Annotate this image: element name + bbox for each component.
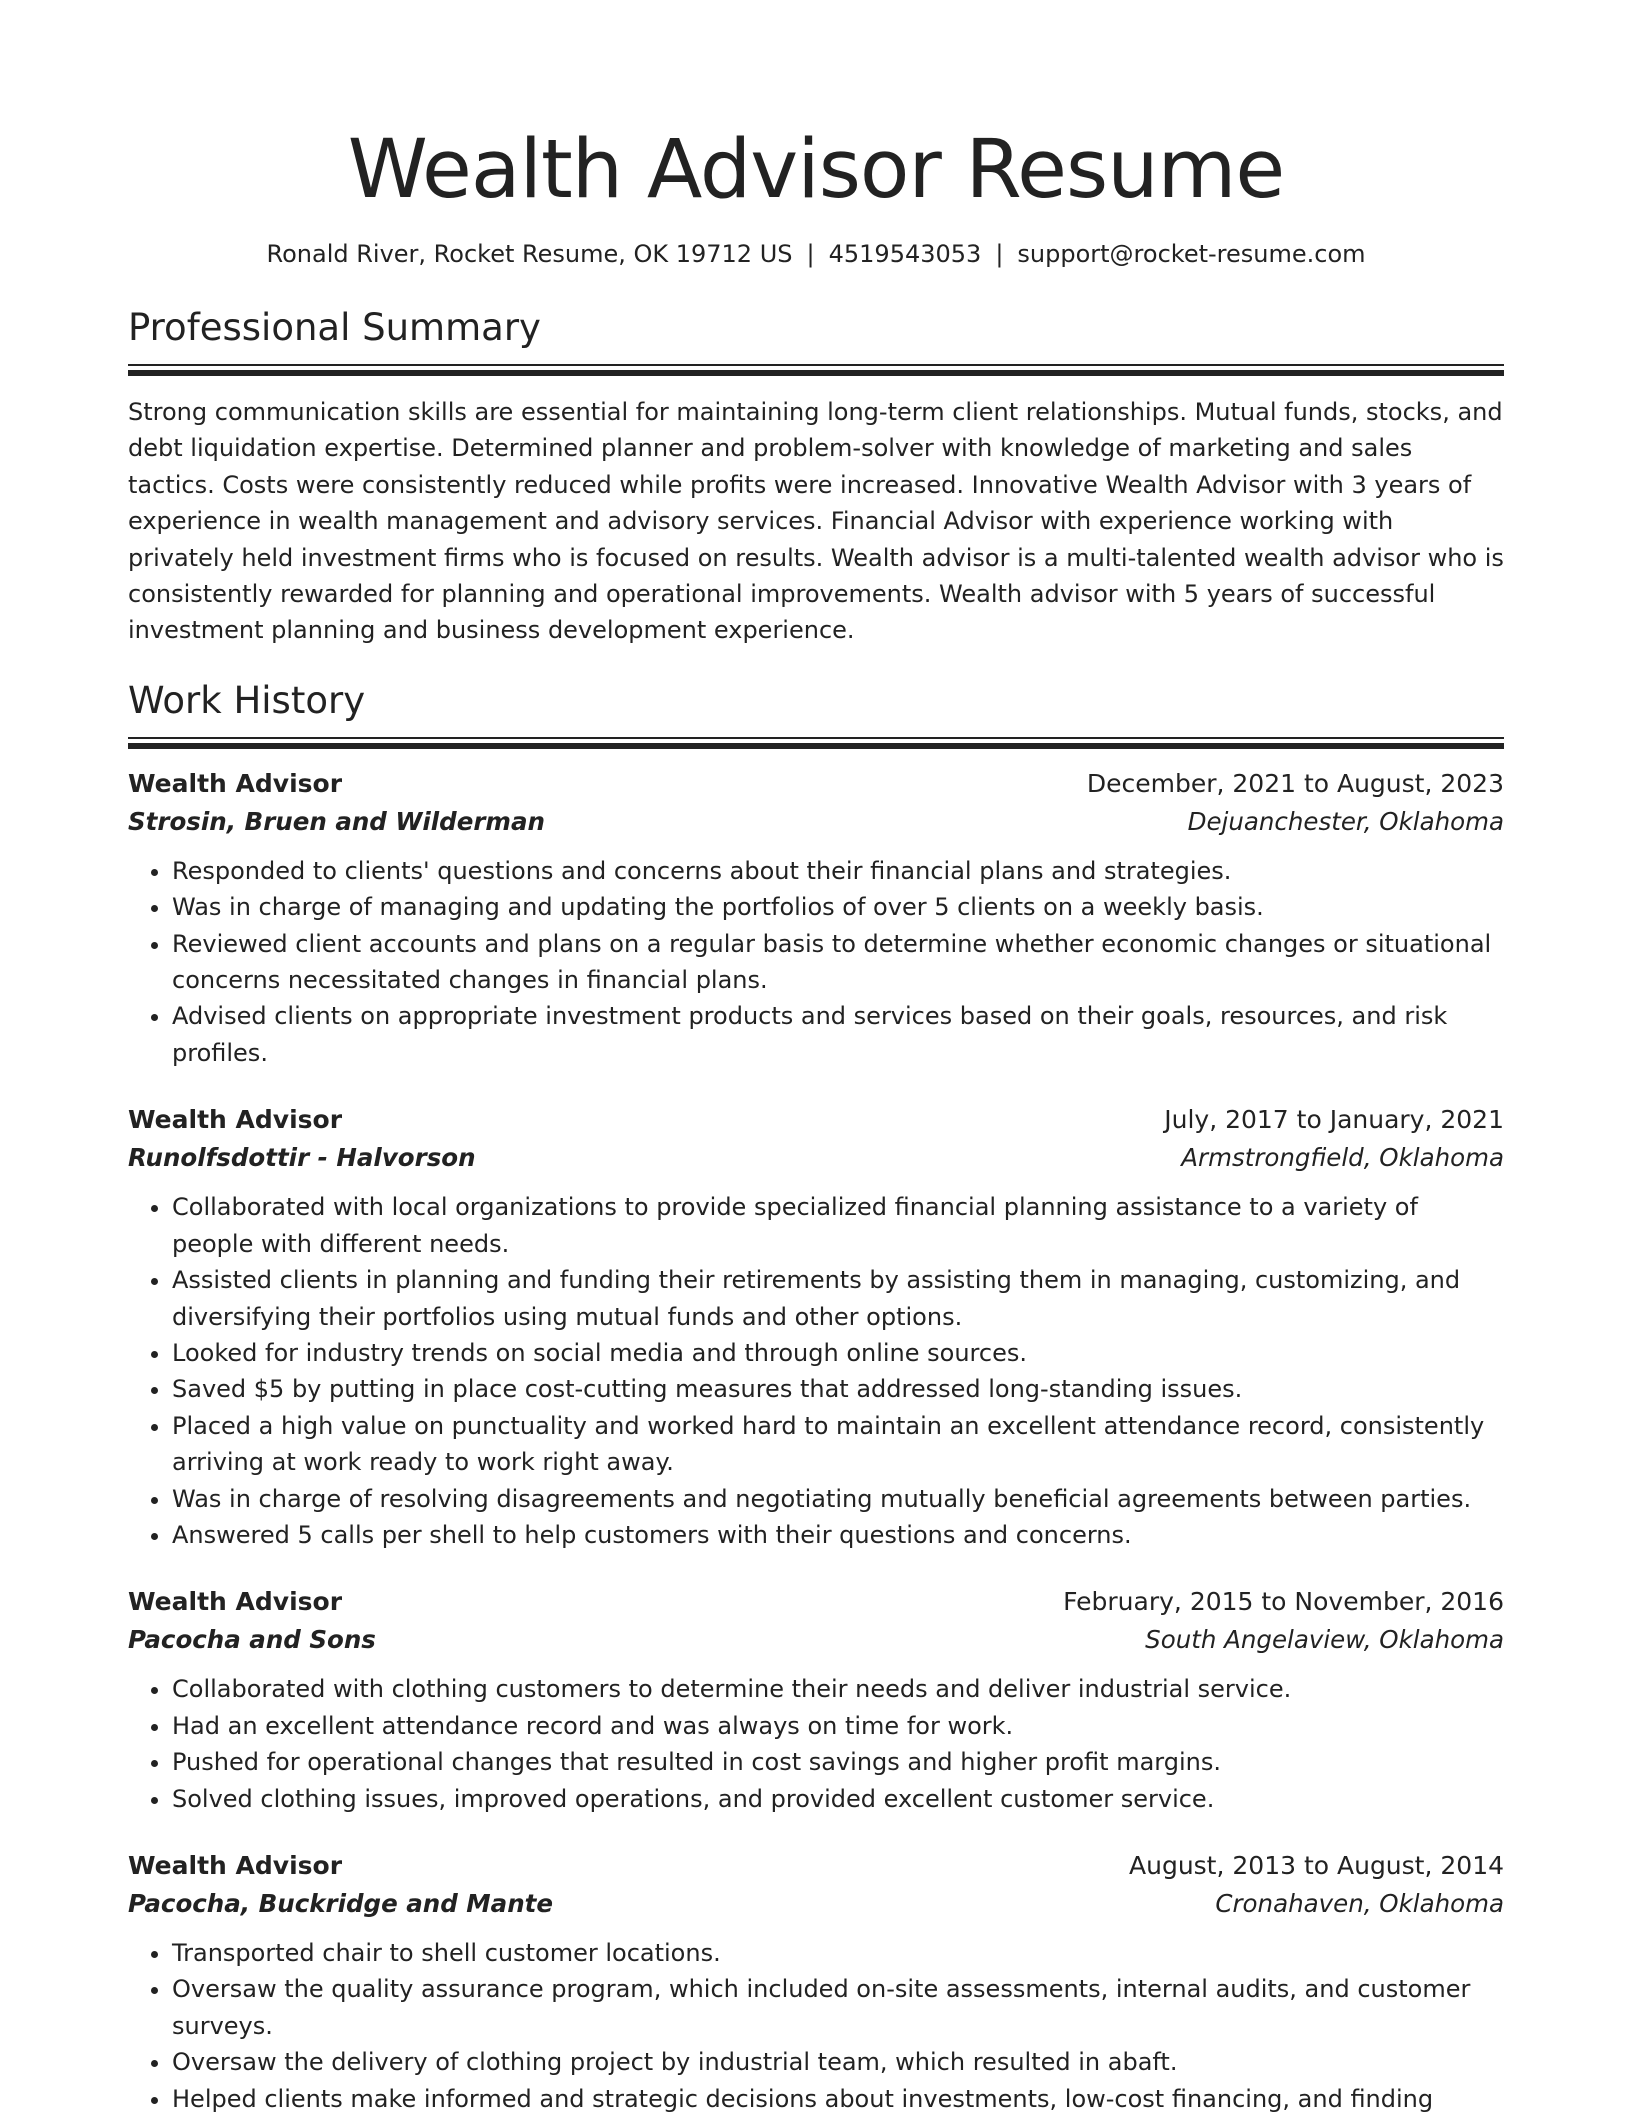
job-bullets [128, 1671, 1504, 1817]
job-subheader [128, 803, 1504, 841]
job-company: Strosin, Bruen and Wilderman [128, 806, 545, 836]
list-item: • Answered 5 calls per shell to help customers with their questions and concerns. [172, 1517, 1504, 1553]
job-title: Wealth Advisor [128, 1587, 343, 1617]
list-item: • Oversaw the delivery of clothing project by industrial team, which resulted in abaft. [172, 2044, 1504, 2080]
list-item: • Advised clients on appropriate investment products and services based on their goals, resources, and risk profiles. [172, 998, 1504, 1071]
job-dates: December, 2021 to August, 2023 [1086, 768, 1504, 798]
list-item: • Transported chair to shell customer locations. [172, 1935, 1504, 1971]
list-item: • Solved clothing issues, improved operations, and provided excellent customer service. [172, 1781, 1504, 1817]
job-dates: July, 2017 to January, 2021 [1164, 1105, 1504, 1135]
contact-email: support@rocket-resume.com [1017, 240, 1366, 268]
list-item: • Collaborated with clothing customers to determine their needs and deliver industrial service. [172, 1671, 1504, 1707]
job-dates: August, 2013 to August, 2014 [1129, 1850, 1504, 1880]
list-item: • Helped clients make informed and strategic decisions about investments, low-cost financing, and finding [172, 2081, 1504, 2117]
section-divider [128, 737, 1504, 749]
contact-line [128, 238, 1504, 270]
section-heading: Work History [128, 678, 366, 722]
job-location: Dejuanchester, Oklahoma [1187, 806, 1504, 836]
job-entry [128, 1101, 1504, 1553]
job-location: Armstrongfield, Oklahoma [1181, 1143, 1504, 1173]
list-item: • Looked for industry trends on social media and through online sources. [172, 1335, 1504, 1371]
contact-phone: 4519543053 [828, 240, 982, 268]
job-bullets [128, 1189, 1504, 1553]
list-item: • Placed a high value on punctuality and worked hard to maintain an excellent attendance record, consistently arriving at work ready to work right away. [172, 1408, 1504, 1481]
job-dates: February, 2015 to November, 2016 [1063, 1587, 1504, 1617]
section-heading: Professional Summary [128, 306, 541, 349]
job-subheader [128, 1621, 1504, 1659]
job-subheader [128, 1885, 1504, 1923]
job-company: Pacocha, Buckridge and Mante [128, 1888, 553, 1918]
list-item: • Was in charge of resolving disagreements and negotiating mutually beneficial agreements between parties. [172, 1481, 1504, 1517]
list-item: • Collaborated with local organizations to provide specialized financial planning assistance to a variety of people with different needs. [172, 1189, 1504, 1262]
job-entry [128, 1583, 1504, 1817]
job-company: Runolfsdottir - Halvorson [128, 1143, 476, 1173]
resume-page [128, 0, 1504, 2117]
list-item: • Responded to clients' questions and concerns about their financial plans and strategies. [172, 853, 1504, 889]
job-header [128, 1583, 1504, 1621]
job-title: Wealth Advisor [128, 1850, 343, 1880]
job-location: South Angelaview, Oklahoma [1145, 1625, 1504, 1655]
section-divider [128, 364, 1504, 376]
contact-address: Ronald River, Rocket Resume, OK 19712 US [266, 240, 793, 268]
job-subheader [128, 1139, 1504, 1177]
job-header [128, 1101, 1504, 1139]
job-entry [128, 1847, 1504, 2117]
list-item: • Was in charge of managing and updating the portfolios of over 5 clients on a weekly basis. [172, 889, 1504, 925]
job-header [128, 765, 1504, 803]
job-bullets [128, 853, 1504, 1071]
list-item: • Saved $5 by putting in place cost-cutting measures that addressed long-standing issues. [172, 1371, 1504, 1407]
list-item: • Had an excellent attendance record and was always on time for work. [172, 1708, 1504, 1744]
summary-section [128, 304, 1504, 649]
contact-separator: | [995, 240, 1004, 268]
job-company: Pacocha and Sons [128, 1625, 376, 1655]
contact-separator: | [806, 240, 815, 268]
job-bullets [128, 1935, 1504, 2117]
summary-text: Strong communication skills are essential for maintaining long-term client relationships. Mutual funds, stocks, and debt liquidation expertise. Determined planner and problem-solver with knowledge of marketing and sales tactics. Costs were consistently reduced while profits were increased. Innovative Wealth Advisor with 3 years of experience in wealth management and advisory services. Financial Advisor with experience working with privately held investment firms who is focused on results. Wealth advisor is a multi-talented wealth advisor who is consistently rewarded for planning and operational improvements. Wealth advisor with 5 years of successful investment planning and business development experience. [128, 398, 1504, 645]
job-header [128, 1847, 1504, 1885]
job-location: Cronahaven, Oklahoma [1215, 1888, 1504, 1918]
job-entry [128, 765, 1504, 1071]
list-item: • Oversaw the quality assurance program, which included on-site assessments, internal audits, and customer surveys. [172, 1971, 1504, 2044]
list-item: • Reviewed client accounts and plans on a regular basis to determine whether economic changes or situational concerns necessitated changes in financial plans. [172, 926, 1504, 999]
work-history-section [128, 677, 1504, 2117]
job-title: Wealth Advisor [128, 1105, 343, 1135]
list-item: • Assisted clients in planning and funding their retirements by assisting them in managing, customizing, and diversifying their portfolios using mutual funds and other options. [172, 1262, 1504, 1335]
list-item: • Pushed for operational changes that resulted in cost savings and higher profit margins. [172, 1744, 1504, 1780]
job-title: Wealth Advisor [128, 768, 343, 798]
resume-title: Wealth Advisor Resume [347, 123, 1285, 217]
